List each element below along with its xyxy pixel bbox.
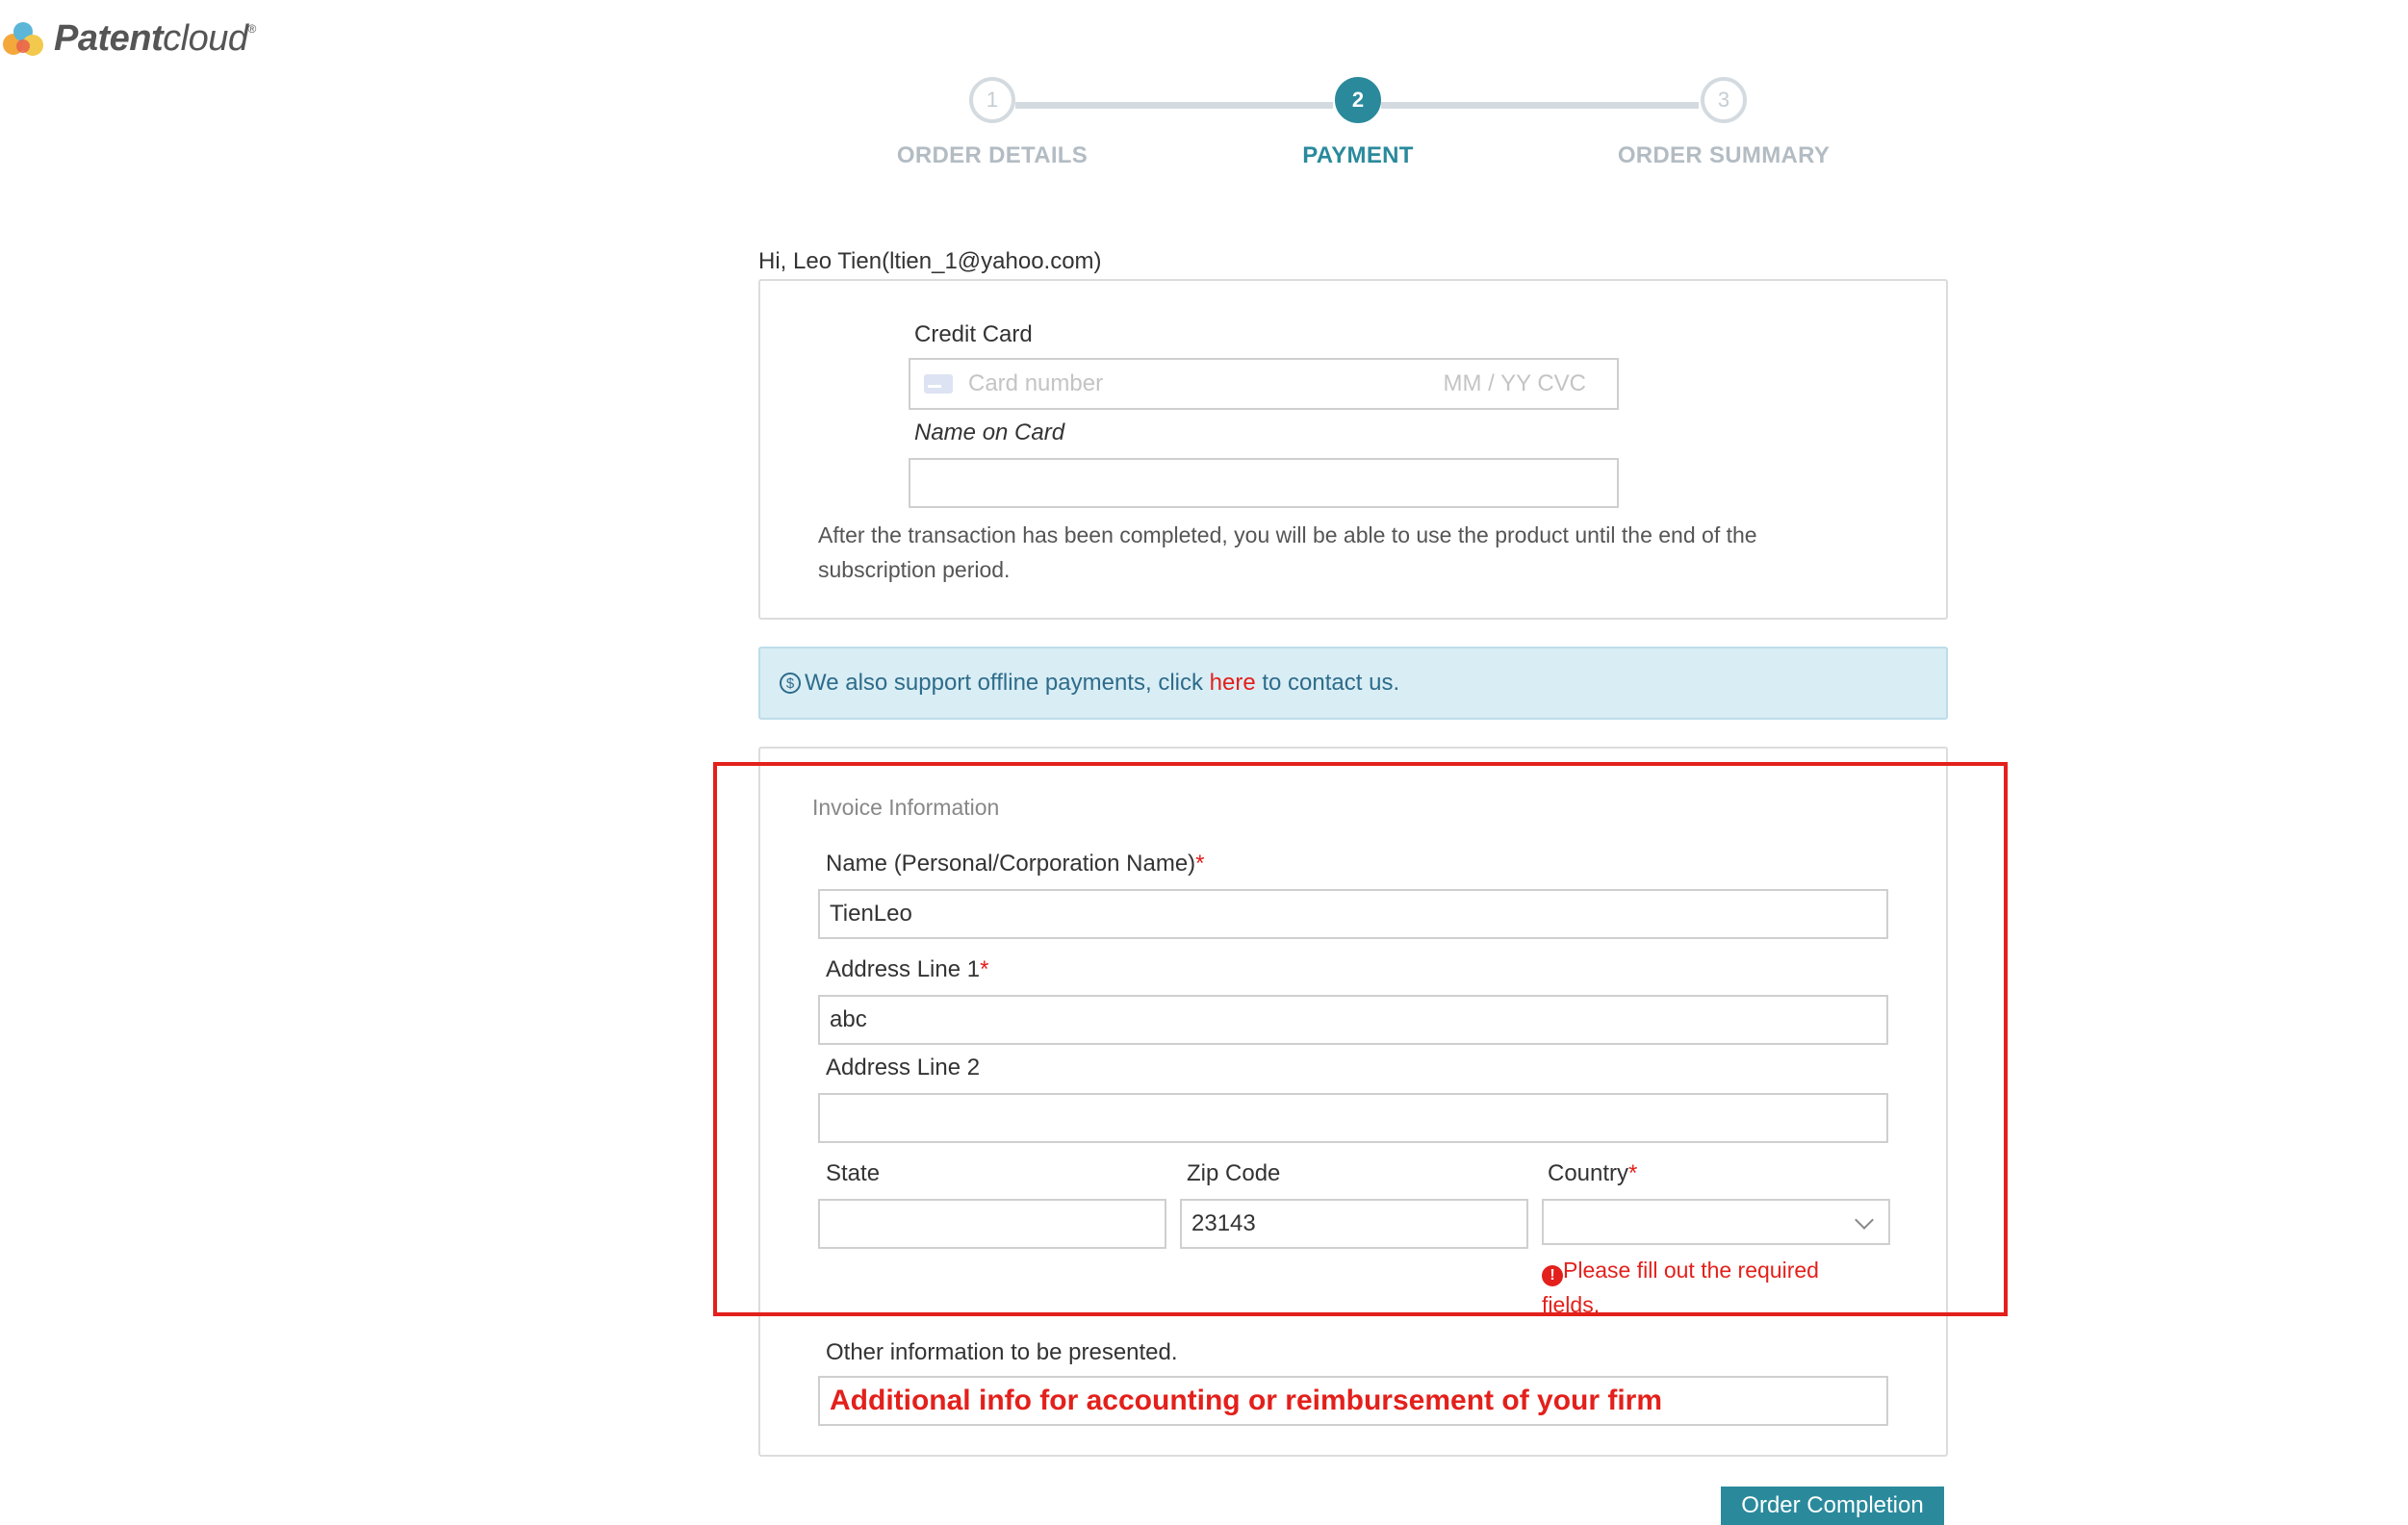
step-3-circle: 3 (1701, 77, 1747, 123)
patentcloud-logo-icon (0, 19, 48, 58)
required-marker: * (980, 956, 989, 982)
required-marker: * (1195, 851, 1205, 877)
name-on-card-label: Name on Card (914, 419, 1065, 445)
credit-card-icon (924, 374, 953, 394)
step-1-circle: 1 (969, 77, 1015, 123)
subscription-note: After the transaction has been completed, you will be able to use the product until the end of the subscription period. (818, 522, 1757, 582)
address-line-1-label: Address Line 1* (826, 956, 989, 982)
offline-payment-banner (758, 647, 1948, 720)
stepper-line-2 (1381, 102, 1699, 109)
other-info-input[interactable] (818, 1376, 1888, 1426)
contact-here-link[interactable]: here (1209, 670, 1256, 696)
patentcloud-logo[interactable] (0, 14, 256, 63)
invoice-name-input[interactable]: TienLeo (818, 889, 1888, 939)
offline-banner-text-before: We also support offline payments, click (805, 670, 1210, 696)
card-expiry-cvc-placeholder: MM / YY CVC (1443, 370, 1586, 396)
name-label: Name (Personal/Corporation Name)* (826, 851, 1205, 877)
state-label: State (826, 1160, 881, 1186)
step-3-label: ORDER SUMMARY (1617, 142, 1831, 168)
checkout-stepper (866, 75, 1829, 181)
address-line-2-label: Address Line 2 (826, 1055, 981, 1080)
stepper-line-1 (1015, 102, 1333, 109)
required-marker: * (1628, 1160, 1638, 1186)
other-info-value: Additional info for accounting or reimbursement of your firm (830, 1385, 1663, 1416)
zip-code-label: Zip Code (1187, 1160, 1281, 1186)
invoice-section-title: Invoice Information (812, 795, 1000, 820)
annotation-highlight-box (713, 762, 2008, 1316)
country-error-message: ! Please fill out the required fields. (1542, 1258, 1819, 1317)
name-on-card-input[interactable] (909, 458, 1619, 508)
dollar-circle-icon: $ (780, 673, 801, 694)
offline-banner-text-after: to contact us. (1255, 670, 1400, 696)
country-label: Country* (1548, 1160, 1638, 1186)
user-greeting: Hi, Leo Tien(ltien_1@yahoo.com) (758, 248, 1102, 274)
zip-code-input[interactable]: 23143 (1180, 1199, 1528, 1249)
card-number-placeholder: Card number (968, 370, 1104, 396)
credit-card-label: Credit Card (914, 321, 1033, 347)
order-completion-button[interactable]: Order Completion (1721, 1487, 1944, 1525)
credit-card-panel (758, 279, 1948, 620)
patentcloud-wordmark: Patentcloud® (54, 17, 256, 59)
step-2-label: PAYMENT (1302, 142, 1414, 168)
step-1-label: ORDER DETAILS (896, 142, 1089, 168)
step-2-circle: 2 (1335, 77, 1381, 123)
other-info-label: Other information to be presented. (826, 1339, 1178, 1365)
address-line-1-input[interactable]: abc (818, 995, 1888, 1045)
card-number-input[interactable] (909, 358, 1619, 410)
error-icon: ! (1542, 1265, 1563, 1286)
